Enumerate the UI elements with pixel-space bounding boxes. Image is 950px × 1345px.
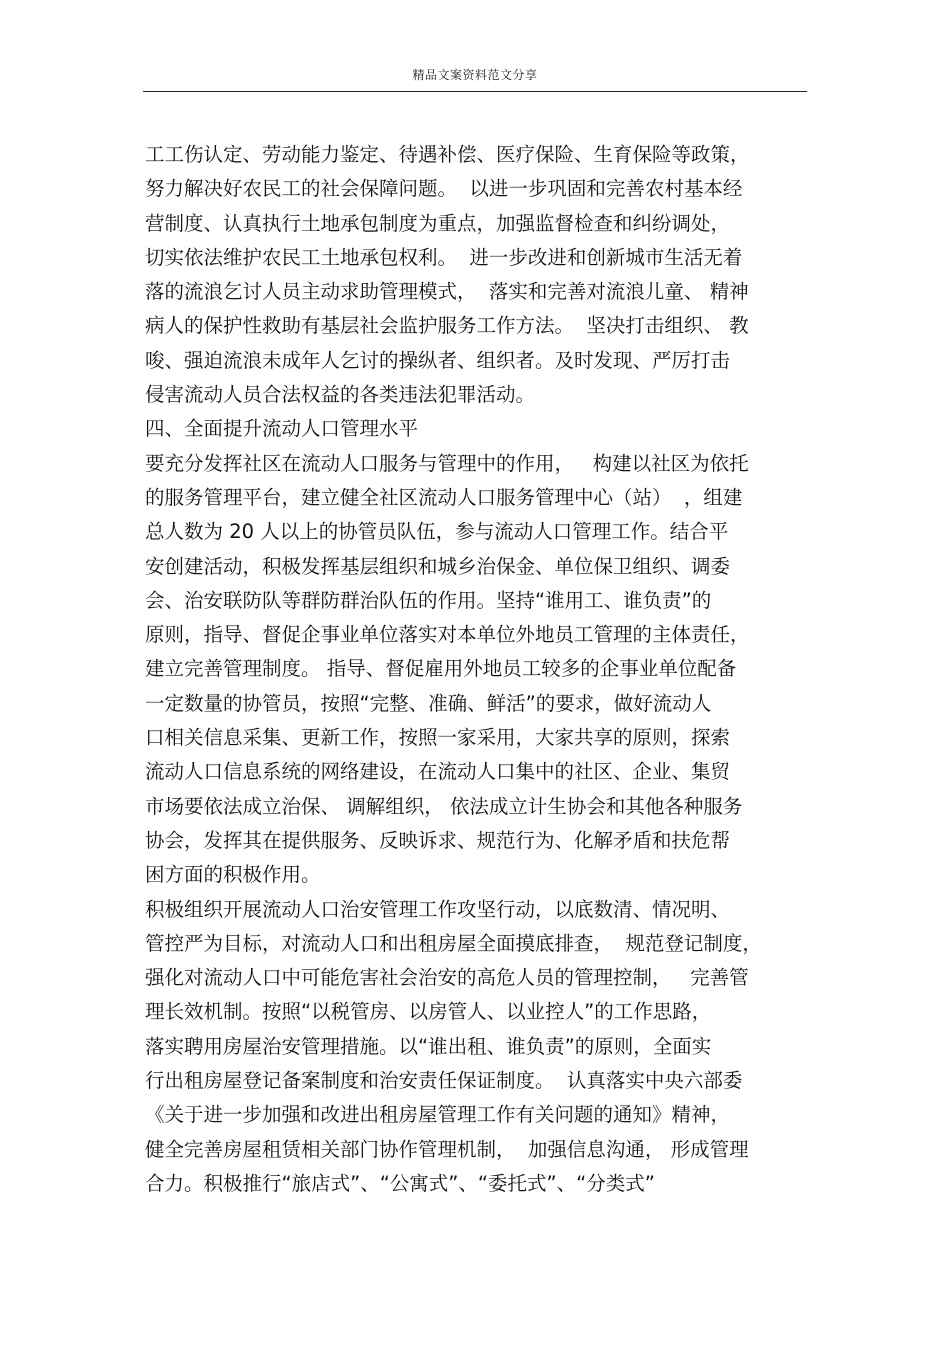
text-line: 工工伤认定、劳动能力鉴定、待遇补偿、医疗保险、生育保险等政策，: [145, 143, 750, 166]
text-line: 病人的保护性救助有基层社会监护服务工作方法。 坚决打击组织、 教: [145, 314, 749, 338]
text-line: 原则，指导、督促企事业单位落实对本单位外地员工管理的主体责任，: [145, 623, 750, 647]
text-line: 困方面的积极作用。: [145, 863, 321, 887]
text-line: 理长效机制。按照“以税管房、以房管人、以业控人”的工作思路，: [145, 1000, 712, 1024]
text-line: 安创建活动，积极发挥基层组织和城乡治保金、单位保卫组织、调委: [145, 554, 731, 578]
text-line: 努力解决好农民工的社会保障问题。 以进一步巩固和完善农村基本经: [145, 177, 743, 201]
text-line: 协会，发挥其在提供服务、反映诉求、规范行为、化解矛盾和扶危帮: [145, 828, 731, 852]
text-line: 落的流浪乞讨人员主动求助管理模式， 落实和完善对流浪儿童、 精神: [145, 280, 749, 304]
header-divider: [143, 91, 807, 92]
text-line: 一定数量的协管员，按照“完整、准确、鲜活”的要求，做好流动人: [145, 691, 712, 715]
text-line: 侵害流动人员合法权益的各类违法犯罪活动。: [145, 383, 536, 407]
text-line: 积极组织开展流动人口治安管理工作攻坚行动，以底数清、情况明、: [145, 897, 731, 921]
text-line: 要充分发挥社区在流动人口服务与管理中的作用， 构建以社区为依托: [145, 451, 749, 475]
text-line: 唆、强迫流浪未成年人乞讨的操纵者、组织者。及时发现、严厉打击: [145, 348, 731, 372]
text-line: 落实聘用房屋治安管理措施。以“谁出租、谁负责”的原则，全面实: [145, 1034, 712, 1058]
text-line: 行出租房屋登记备案制度和治安责任保证制度。 认真落实中央六部委: [145, 1069, 743, 1093]
text-line: 《关于进一步加强和改进出租房屋管理工作有关问题的通知》精神，: [145, 1103, 731, 1127]
text-line: 市场要依法成立治保、 调解组织， 依法成立计生协会和其他各种服务: [145, 794, 743, 818]
document-body: [145, 138, 810, 1201]
text-line: 健全完善房屋租赁相关部门协作管理机制， 加强信息沟通， 形成管理: [145, 1137, 749, 1161]
text-line: 流动人口信息系统的网络建设，在流动人口集中的社区、企业、集贸: [145, 760, 731, 784]
text-line: 营制度、认真执行土地承包制度为重点，加强监督检查和纠纷调处，: [145, 211, 731, 235]
text-line: 建立完善管理制度。 指导、督促雇用外地员工较多的企事业单位配备: [145, 657, 737, 681]
text-line: 强化对流动人口中可能危害社会治安的高危人员的管理控制， 完善管: [145, 966, 749, 990]
text-line: 的服务管理平台，建立健全社区流动人口服务管理中心（站） ，组建: [145, 485, 743, 509]
text-line: 切实依法维护农民工土地承包权利。 进一步改进和创新城市生活无着: [145, 245, 743, 269]
text-line: 会、治安联防队等群防群治队伍的作用。坚持“谁用工、谁负责”的: [145, 588, 712, 612]
text-line: 口相关信息采集、更新工作，按照一家采用，大家共享的原则，探索: [145, 726, 731, 750]
text-line: 合力。积极推行“旅店式”、“公寓式”、“委托式”、“分类式”: [145, 1171, 655, 1195]
text-line: 总人数为 20 人以上的协管员队伍，参与流动人口管理工作。结合平: [145, 520, 729, 544]
text-line: 管控严为目标，对流动人口和出租房屋全面摸底排查， 规范登记制度，: [145, 931, 762, 955]
page-header-title: 精品文案资料范文分享: [412, 68, 538, 82]
section-heading: 四、全面提升流动人口管理水平: [145, 417, 419, 441]
